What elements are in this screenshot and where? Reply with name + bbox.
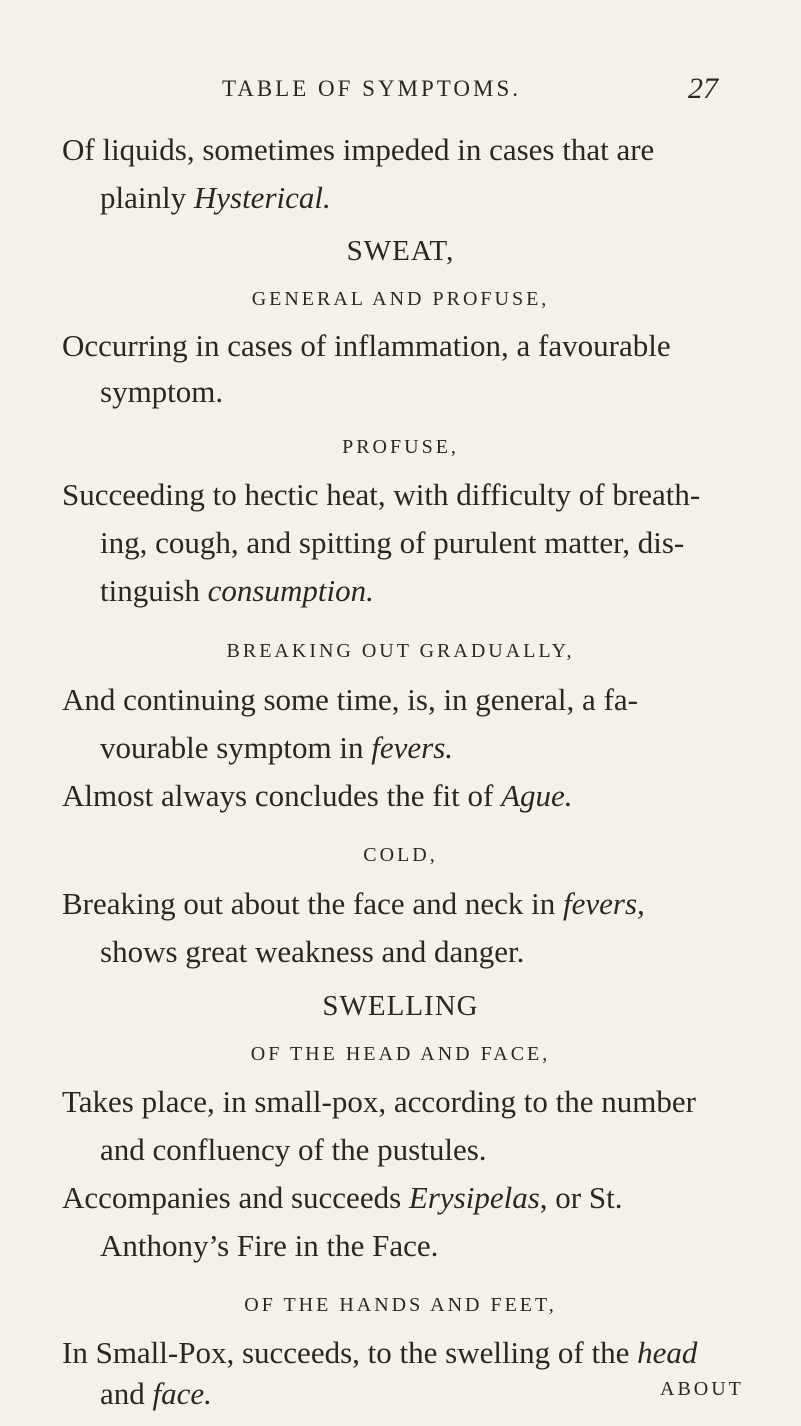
text-line: and confluency of the pustules. [100, 1132, 487, 1167]
subheading-profuse: PROFUSE, [342, 436, 459, 458]
running-head-title: TABLE OF SYMPTOMS. [222, 76, 522, 101]
heading-swelling: SWELLING [322, 990, 479, 1022]
text-line: plainly Hysterical. [100, 180, 331, 215]
subheading-hands-feet: OF THE HANDS AND FEET, [244, 1294, 557, 1316]
subheading-breaking-out: BREAKING OUT GRADUALLY, [226, 640, 575, 662]
subheading-head-face: OF THE HEAD AND FACE, [250, 1043, 551, 1065]
text-line: Takes place, in small-pox, according to the number [62, 1084, 696, 1119]
running-head [0, 72, 801, 112]
text-line: Almost always concludes the fit of Ague. [62, 778, 573, 813]
text-line: tinguish consumption. [100, 573, 374, 608]
text-line: Accompanies and succeeds Erysipelas, or St. [62, 1180, 623, 1215]
subheading-general-profuse: GENERAL AND PROFUSE, [251, 288, 550, 310]
text-line: Anthony’s Fire in the Face. [100, 1228, 439, 1263]
text-line: vourable symptom in fevers. [100, 730, 454, 765]
text-line: And continuing some time, is, in general, a fa- [62, 682, 638, 717]
text-line: Of liquids, sometimes impeded in cases that are [62, 132, 655, 167]
text-line: Breaking out about the face and neck in fevers, [62, 886, 645, 921]
text-line: Succeeding to hectic heat, with difficulty of breath- [62, 477, 701, 512]
text-line: Occurring in cases of inflammation, a favourable [62, 328, 671, 363]
subheading-cold: COLD, [363, 844, 438, 866]
text-line: and face. [100, 1376, 212, 1411]
text-line: shows great weakness and danger. [100, 934, 525, 969]
catchword: ABOUT [660, 1378, 744, 1400]
text-line: ing, cough, and spitting of purulent matter, dis- [100, 525, 685, 560]
heading-sweat: SWEAT, [346, 235, 455, 267]
page-number: 27 [688, 72, 718, 105]
text-line: In Small-Pox, succeeds, to the swelling of the head [62, 1335, 698, 1370]
text-line: symptom. [100, 374, 224, 409]
